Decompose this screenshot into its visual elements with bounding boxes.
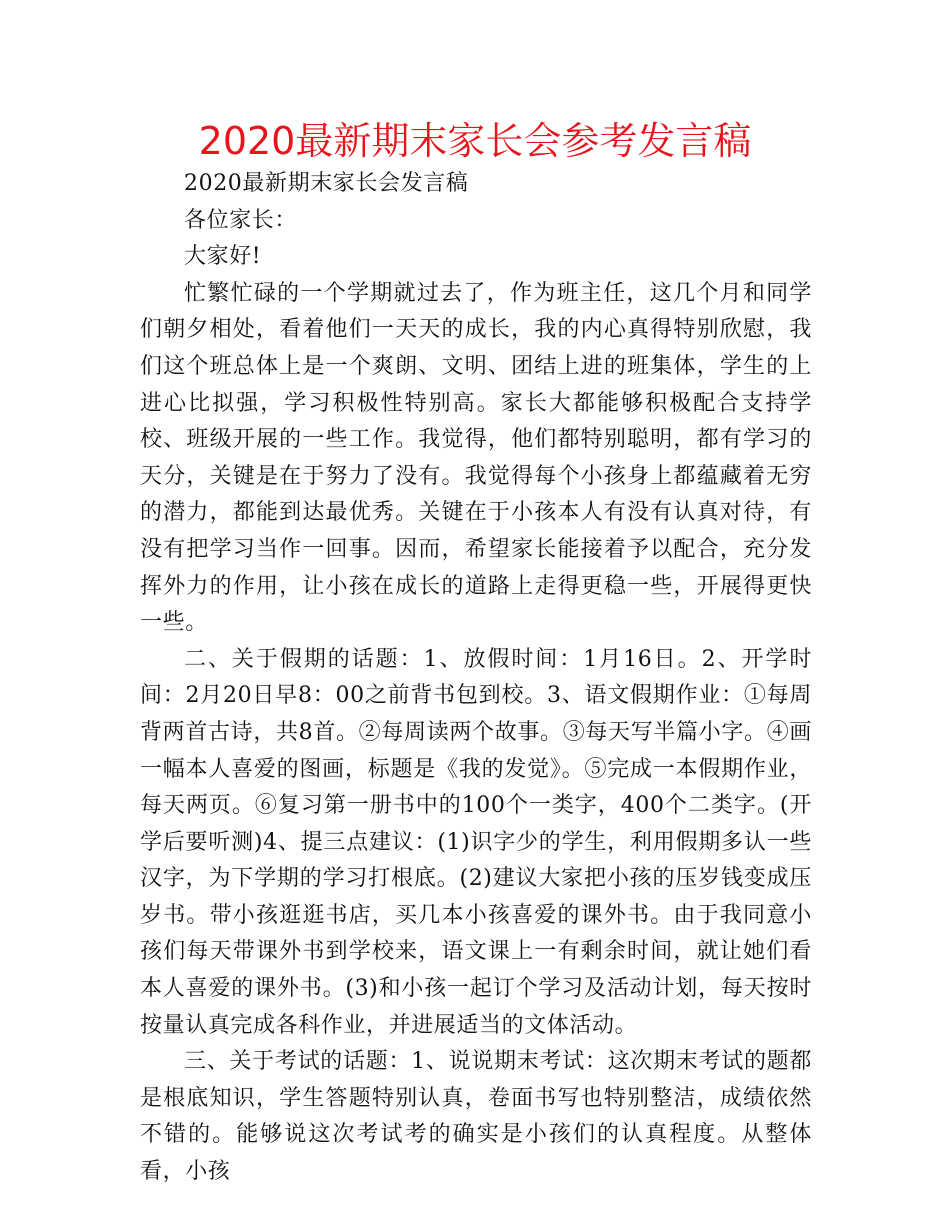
salutation: 各位家长： xyxy=(184,207,298,233)
paragraph-holiday: 二、关于假期的话题：1、放假时间：1月16日。2、开学时间：2月20日早8：00之前背书包到校。3、语文假期作业：①每周背两首古诗，共8首。②每周读两个故事。③每天写半篇小字。④画一幅本人喜爱的图画，标题是《我的发觉》。⑤完成一本假期作业，每天两页。⑥复习第一册书中的100个一类字，400个二类字。(开学后要听测)4、提三点建议：(1)识字少的学生，利用假期多认一些汉字，为下学期的学习打根底。(2)建议大家把小孩的压岁钱变成压岁书。带小孩逛逛书店，买几本小孩喜爱的课外书。由于我同意小孩们每天带课外书到学校来，语文课上一有剩余时间，就让她们看本人喜爱的课外书。(3)和小孩一起订个学习及活动计划，每天按时按量认真完成各科作业，并进展适当的文体活动。 xyxy=(140,646,812,1038)
paragraph-intro: 忙繁忙碌的一个学期就过去了，作为班主任，这几个月和同学们朝夕相处，看着他们一天天的成长，我的内心真得特别欣慰，我们这个班总体上是一个爽朗、文明、团结上进的班集体，学生的上进心比拟强，学习积极性特别高。家长大都能够积极配合支持学校、班级开展的一些工作。我觉得，他们都特别聪明，都有学习的天分，关键是在于努力了没有。我觉得每个小孩身上都蕴藏着无穷的潜力，都能到达最优秀。关键在于小孩本人有没有认真对待，有没有把学习当作一回事。因而，希望家长能接着予以配合，充分发挥外力的作用，让小孩在成长的道路上走得更稳一些，开展得更快一些。 xyxy=(140,280,812,636)
document-title: 2020最新期末家长会参考发言稿 xyxy=(198,119,752,163)
subtitle-line: 2020最新期末家长会发言稿 xyxy=(184,171,469,196)
document-body xyxy=(140,166,812,1191)
greeting: 大家好! xyxy=(184,244,262,270)
paragraph-exam: 三、关于考试的话题：1、说说期末考试：这次期末考试的题都是根底知识，学生答题特别认真，卷面书写也特别整洁，成绩依然不错的。能够说这次考试考的确实是小孩们的认真程度。从整体看，小孩 xyxy=(140,1049,812,1185)
